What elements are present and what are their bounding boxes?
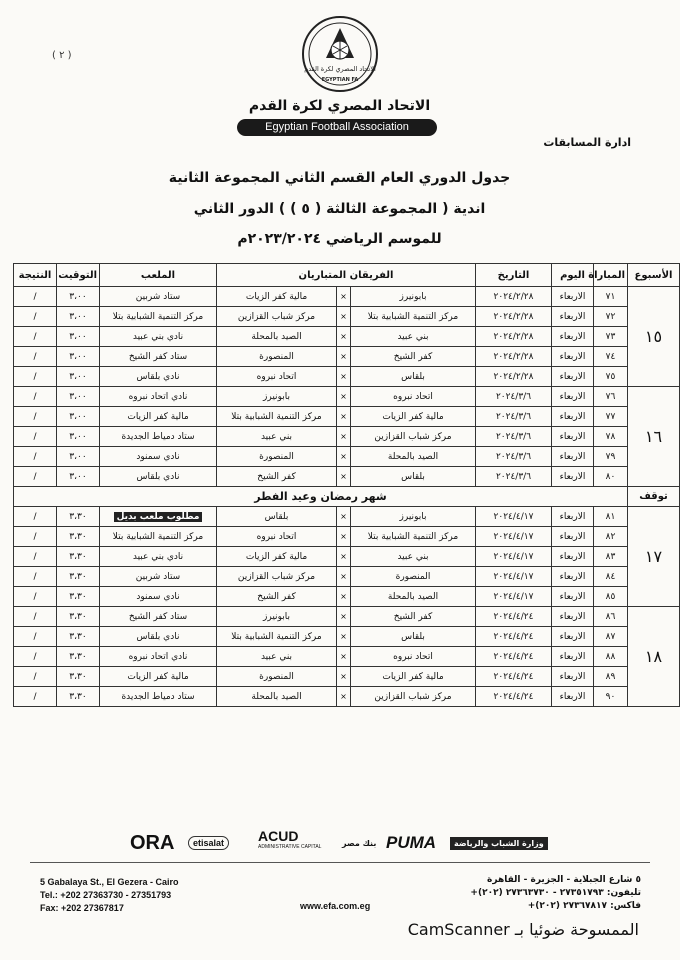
stadium: نادي بلقاس: [100, 367, 217, 387]
kickoff-time: ٣،٠٠: [57, 367, 100, 387]
ora-logo: ORA: [130, 831, 175, 854]
fax-en-line: Fax: +202 27367817: [40, 903, 124, 913]
table-row: [14, 347, 680, 367]
away-team: كفر الشيخ: [217, 587, 337, 607]
away-team: اتحاد نبروه: [217, 367, 337, 387]
phone-en-line: Tel.: +202 27363730 - 27351793: [40, 890, 172, 900]
week-number: ١٦: [628, 387, 680, 487]
kickoff-time: ٣،٠٠: [57, 407, 100, 427]
home-team: مركز شباب القزازين: [351, 687, 476, 707]
home-team: بلقاس: [351, 627, 476, 647]
match-date: ٢٠٢٤/٤/٢٤: [476, 627, 552, 647]
home-team: بابونيرز: [351, 287, 476, 307]
match-result: /: [14, 367, 57, 387]
department-label: ادارة المسابقات: [543, 136, 631, 149]
match-result: /: [14, 327, 57, 347]
match-day: الاربعاء: [552, 427, 594, 447]
away-team: الصيد بالمحلة: [217, 327, 337, 347]
match-day: الاربعاء: [552, 347, 594, 367]
match-date: ٢٠٢٤/٢/٢٨: [476, 347, 552, 367]
home-team: كفر الشيخ: [351, 347, 476, 367]
match-result: /: [14, 387, 57, 407]
stadium: مركز التنمية الشبابية بتلا: [100, 527, 217, 547]
title-line-2: اندية ( المجموعة الثالثة ( ٥ ) ) الدور الثاني: [193, 201, 486, 217]
match-day: الاربعاء: [552, 527, 594, 547]
etisalat-logo: etisalat: [188, 836, 229, 850]
table-row: [14, 687, 680, 707]
home-team: بني عبيد: [351, 327, 476, 347]
vs-mark: ×: [337, 307, 351, 327]
vs-mark: ×: [337, 627, 351, 647]
match-result: /: [14, 307, 57, 327]
kickoff-time: ٣،٠٠: [57, 387, 100, 407]
stadium: نادي سمنود: [100, 587, 217, 607]
kickoff-time: ٣،٣٠: [57, 567, 100, 587]
home-team: بابونيرز: [351, 507, 476, 527]
association-name-en: Egyptian Football Association: [237, 119, 437, 136]
match-day: الاربعاء: [552, 667, 594, 687]
home-team: الصيد بالمحلة: [351, 587, 476, 607]
match-date: ٢٠٢٤/٣/٦: [476, 407, 552, 427]
match-date: ٢٠٢٤/٤/١٧: [476, 547, 552, 567]
match-date: ٢٠٢٤/٤/١٧: [476, 527, 552, 547]
stadium: ستاد شربين: [100, 287, 217, 307]
sponsor-puma: [386, 832, 436, 854]
vs-mark: ×: [337, 367, 351, 387]
match-result: /: [14, 607, 57, 627]
week-number: ١٨: [628, 607, 680, 707]
match-number: ٨٠: [594, 467, 628, 487]
table-row: [14, 467, 680, 487]
header-date: التاريخ: [476, 264, 552, 287]
away-team: مركز التنمية الشبابية بتلا: [217, 627, 337, 647]
vs-mark: ×: [337, 287, 351, 307]
home-team: بلقاس: [351, 467, 476, 487]
match-number: ٨٢: [594, 527, 628, 547]
stadium: نادي اتحاد نبروه: [100, 647, 217, 667]
week-number: ١٥: [628, 287, 680, 387]
match-day: الاربعاء: [552, 627, 594, 647]
page-number: ( ٢ ): [52, 50, 72, 61]
away-team: بلقاس: [217, 507, 337, 527]
table-row: [14, 567, 680, 587]
match-date: ٢٠٢٤/٢/٢٨: [476, 367, 552, 387]
match-date: ٢٠٢٤/٤/٢٤: [476, 607, 552, 627]
match-number: ٧٨: [594, 427, 628, 447]
header-week: الأسبوع: [628, 264, 680, 287]
sponsor-acud: [258, 828, 321, 856]
kickoff-time: ٣،٠٠: [57, 427, 100, 447]
match-day: الاربعاء: [552, 507, 594, 527]
match-day: الاربعاء: [552, 327, 594, 347]
stadium: نادي بلقاس: [100, 627, 217, 647]
match-number: ٧٤: [594, 347, 628, 367]
match-date: ٢٠٢٤/٢/٢٨: [476, 327, 552, 347]
away-team: كفر الشيخ: [217, 467, 337, 487]
table-row: [14, 327, 680, 347]
match-date: ٢٠٢٤/٣/٦: [476, 387, 552, 407]
sponsor-ministry: [450, 832, 548, 854]
table-row: [14, 387, 680, 407]
match-result: /: [14, 667, 57, 687]
home-team: مركز التنمية الشبابية بتلا: [351, 307, 476, 327]
away-team: اتحاد نبروه: [217, 527, 337, 547]
match-result: /: [14, 287, 57, 307]
stadium: ستاد كفر الشيخ: [100, 607, 217, 627]
kickoff-time: ٣،٣٠: [57, 687, 100, 707]
home-team: مركز شباب القزازين: [351, 427, 476, 447]
match-day: الاربعاء: [552, 287, 594, 307]
stadium: نادي اتحاد نبروه: [100, 387, 217, 407]
match-result: /: [14, 427, 57, 447]
footer-address-en: [40, 876, 179, 915]
header-day: اليوم: [552, 264, 594, 287]
phone-ar-line: تليفون: ٢٧٣٥١٧٩٣ - ٢٧٣٦٣٧٣٠ (٢٠٢)+: [470, 888, 641, 898]
stadium: ستاد شربين: [100, 567, 217, 587]
stadium: مركز التنمية الشبابية بتلا: [100, 307, 217, 327]
week-number: ١٧: [628, 507, 680, 607]
footer-address-ar: [470, 874, 641, 913]
match-result: /: [14, 507, 57, 527]
title-line-3: للموسم الرياضي ٢٠٢٣/٢٠٢٤م: [237, 231, 442, 247]
logo-text-ar: الاتحاد المصري لكرة القدم: [304, 65, 376, 73]
vs-mark: ×: [337, 447, 351, 467]
vs-mark: ×: [337, 467, 351, 487]
table-row: [14, 667, 680, 687]
table-row: [14, 647, 680, 667]
match-day: الاربعاء: [552, 367, 594, 387]
home-team: اتحاد نبروه: [351, 387, 476, 407]
kickoff-time: ٣،٣٠: [57, 587, 100, 607]
table-row: [14, 547, 680, 567]
match-number: ٧٣: [594, 327, 628, 347]
match-day: الاربعاء: [552, 307, 594, 327]
match-date: ٢٠٢٤/٣/٦: [476, 447, 552, 467]
kickoff-time: ٣،٣٠: [57, 507, 100, 527]
stadium: نادي بني عبيد: [100, 547, 217, 567]
kickoff-time: ٣،٠٠: [57, 307, 100, 327]
kickoff-time: ٣،٣٠: [57, 527, 100, 547]
away-team: المنصورة: [217, 447, 337, 467]
vs-mark: ×: [337, 387, 351, 407]
header-stadium: الملعب: [100, 264, 217, 287]
match-result: /: [14, 407, 57, 427]
match-result: /: [14, 627, 57, 647]
match-number: ٨٧: [594, 627, 628, 647]
match-number: ٨٦: [594, 607, 628, 627]
kickoff-time: ٣،٣٠: [57, 667, 100, 687]
match-day: الاربعاء: [552, 647, 594, 667]
away-team: المنصورة: [217, 667, 337, 687]
away-team: مالية كفر الزيات: [217, 287, 337, 307]
break-week-label: توقف: [628, 487, 680, 507]
sponsor-ora: [130, 832, 174, 854]
match-number: ٧٧: [594, 407, 628, 427]
away-team: المنصورة: [217, 347, 337, 367]
vs-mark: ×: [337, 347, 351, 367]
away-team: بابونيرز: [217, 607, 337, 627]
match-date: ٢٠٢٤/٢/٢٨: [476, 287, 552, 307]
title-line-1: جدول الدوري العام القسم الثاني المجموعة الثانية: [168, 170, 511, 186]
match-number: ٨٩: [594, 667, 628, 687]
match-number: ٧٩: [594, 447, 628, 467]
stadium: نادي سمنود: [100, 447, 217, 467]
fax-ar-line: فاكس: ٢٧٣٦٧٨١٧ (٢٠٢)+: [527, 901, 641, 911]
efa-logo: [300, 14, 380, 94]
kickoff-time: ٣،٠٠: [57, 447, 100, 467]
break-row: [14, 487, 680, 507]
vs-mark: ×: [337, 567, 351, 587]
sponsor-banque-misr: [342, 832, 376, 854]
puma-logo: PUMA: [386, 833, 437, 852]
match-day: الاربعاء: [552, 447, 594, 467]
stadium: [100, 507, 217, 527]
match-date: ٢٠٢٤/٤/٢٤: [476, 647, 552, 667]
away-team: مركز شباب القزازين: [217, 567, 337, 587]
header-match: المباراة: [594, 264, 628, 287]
match-number: ٨١: [594, 507, 628, 527]
stadium: نادي بلقاس: [100, 467, 217, 487]
match-number: ٨٣: [594, 547, 628, 567]
kickoff-time: ٣،٠٠: [57, 287, 100, 307]
away-team: بني عبيد: [217, 427, 337, 447]
acud-logo: ACUD: [258, 828, 299, 844]
vs-mark: ×: [337, 407, 351, 427]
away-team: الصيد بالمحلة: [217, 687, 337, 707]
home-team: مالية كفر الزيات: [351, 407, 476, 427]
table-row: [14, 507, 680, 527]
vs-mark: ×: [337, 527, 351, 547]
match-date: ٢٠٢٤/٤/٢٤: [476, 667, 552, 687]
stadium: ستاد دمياط الجديدة: [100, 427, 217, 447]
away-team: بابونيرز: [217, 387, 337, 407]
match-result: /: [14, 687, 57, 707]
header-time: التوقيت: [57, 264, 100, 287]
address-en-line: 5 Gabalaya St., El Gezera - Cairo: [40, 877, 179, 887]
match-result: /: [14, 547, 57, 567]
vs-mark: ×: [337, 507, 351, 527]
match-number: ٩٠: [594, 687, 628, 707]
match-result: /: [14, 467, 57, 487]
match-date: ٢٠٢٤/٢/٢٨: [476, 307, 552, 327]
kickoff-time: ٣،٠٠: [57, 327, 100, 347]
vs-mark: ×: [337, 587, 351, 607]
table-row: [14, 587, 680, 607]
header-result: النتيجة: [14, 264, 57, 287]
banque-misr-logo: بنك مصر: [342, 838, 377, 848]
home-team: بني عبيد: [351, 547, 476, 567]
match-result: /: [14, 447, 57, 467]
home-team: بلقاس: [351, 367, 476, 387]
match-day: الاربعاء: [552, 407, 594, 427]
match-date: ٢٠٢٤/٤/١٧: [476, 567, 552, 587]
match-day: الاربعاء: [552, 387, 594, 407]
match-day: الاربعاء: [552, 607, 594, 627]
table-row: [14, 287, 680, 307]
match-number: ٨٨: [594, 647, 628, 667]
match-date: ٢٠٢٤/٣/٦: [476, 427, 552, 447]
table-row: [14, 447, 680, 467]
association-name-ar: الاتحاد المصري لكرة القدم: [248, 98, 431, 114]
match-result: /: [14, 567, 57, 587]
address-ar-line: ٥ شارع الجبلاية - الجزيرة - القاهرة: [487, 875, 641, 885]
sponsor-etisalat: [188, 832, 229, 854]
match-day: الاربعاء: [552, 687, 594, 707]
home-team: اتحاد نبروه: [351, 647, 476, 667]
table-row: [14, 407, 680, 427]
table-row: [14, 607, 680, 627]
vs-mark: ×: [337, 547, 351, 567]
match-number: ٧٦: [594, 387, 628, 407]
break-text: شهر رمضان وعيد الفطر: [14, 487, 628, 507]
table-row: [14, 527, 680, 547]
kickoff-time: ٣،٠٠: [57, 467, 100, 487]
vs-mark: ×: [337, 327, 351, 347]
match-result: /: [14, 587, 57, 607]
home-team: مركز التنمية الشبابية بتلا: [351, 527, 476, 547]
vs-mark: ×: [337, 647, 351, 667]
match-date: ٢٠٢٤/٤/١٧: [476, 587, 552, 607]
table-row: [14, 427, 680, 447]
kickoff-time: ٣،٣٠: [57, 547, 100, 567]
home-team: المنصورة: [351, 567, 476, 587]
match-day: الاربعاء: [552, 587, 594, 607]
match-day: الاربعاء: [552, 567, 594, 587]
match-result: /: [14, 347, 57, 367]
logo-text-en: EGYPTIAN FA: [321, 77, 359, 83]
match-date: ٢٠٢٤/٣/٦: [476, 467, 552, 487]
match-date: ٢٠٢٤/٤/٢٤: [476, 687, 552, 707]
kickoff-time: ٣،٣٠: [57, 607, 100, 627]
stadium: ستاد كفر الشيخ: [100, 347, 217, 367]
match-number: ٨٥: [594, 587, 628, 607]
ministry-logo: وزارة الشباب والرياضة: [450, 837, 548, 850]
stadium-highlight: مطلوب ملعب بديل: [114, 512, 203, 522]
stadium: نادي بني عبيد: [100, 327, 217, 347]
match-number: ٧٥: [594, 367, 628, 387]
match-date: ٢٠٢٤/٤/١٧: [476, 507, 552, 527]
match-result: /: [14, 647, 57, 667]
vs-mark: ×: [337, 667, 351, 687]
match-number: ٨٤: [594, 567, 628, 587]
header-teams: الفريقان المتباريان: [217, 264, 476, 287]
footer-divider: [30, 862, 650, 863]
away-team: مركز التنمية الشبابية بتلا: [217, 407, 337, 427]
stadium: ستاد دمياط الجديدة: [100, 687, 217, 707]
kickoff-time: ٣،٠٠: [57, 347, 100, 367]
stadium: مالية كفر الزيات: [100, 407, 217, 427]
table-header-row: [14, 264, 680, 287]
website-link[interactable]: www.efa.com.eg: [300, 901, 371, 911]
match-number: ٧٢: [594, 307, 628, 327]
kickoff-time: ٣،٣٠: [57, 627, 100, 647]
home-team: كفر الشيخ: [351, 607, 476, 627]
home-team: مالية كفر الزيات: [351, 667, 476, 687]
match-day: الاربعاء: [552, 467, 594, 487]
table-row: [14, 307, 680, 327]
table-row: [14, 627, 680, 647]
camscanner-watermark: الممسوحة ضوئيا بـ CamScanner: [407, 920, 639, 939]
acud-subtitle: ADMINISTRATIVE CAPITAL: [258, 844, 322, 850]
match-number: ٧١: [594, 287, 628, 307]
kickoff-time: ٣،٣٠: [57, 647, 100, 667]
away-team: مركز شباب القزازين: [217, 307, 337, 327]
stadium: مالية كفر الزيات: [100, 667, 217, 687]
schedule-table: [13, 263, 680, 707]
away-team: بني عبيد: [217, 647, 337, 667]
match-day: الاربعاء: [552, 547, 594, 567]
home-team: الصيد بالمحلة: [351, 447, 476, 467]
table-row: [14, 367, 680, 387]
vs-mark: ×: [337, 607, 351, 627]
match-result: /: [14, 527, 57, 547]
away-team: مالية كفر الزيات: [217, 547, 337, 567]
vs-mark: ×: [337, 427, 351, 447]
vs-mark: ×: [337, 687, 351, 707]
